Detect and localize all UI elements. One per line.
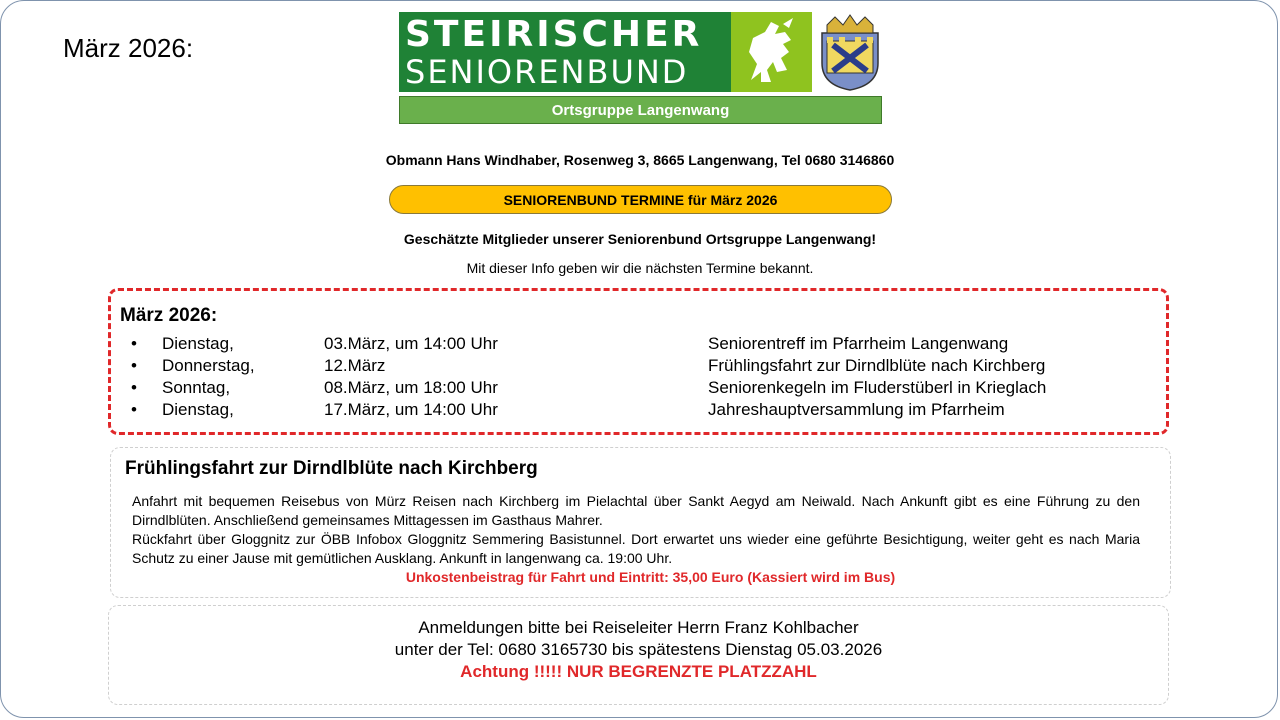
signup-phone: unter der Tel: 0680 3165730 bis spätestens Dienstag 05.03.2026: [394, 640, 883, 659]
event-description: Seniorentreff im Pfarrheim Langenwang: [708, 334, 1009, 353]
trip-description: [132, 492, 1140, 568]
signup-contact: Anmeldungen bitte bei Reiseleiter Herrn Franz Kohlbacher: [418, 618, 859, 637]
event-day: Sonntag,: [162, 378, 231, 397]
signup-warning: Achtung !!!!! NUR BEGRENZTE PLATZZAHL: [460, 662, 817, 681]
trip-paragraph: Rückfahrt über Gloggnitz zur ÖBB Infobox Gloggnitz Semmering Basistunnel. Dort erwartet uns wieder eine geführte Besichtigung, weiter geht es nach Maria Schutz zu einer Jause mit gemütlichen Ausklang. Ankunft in langenwang ca. 19:00 Uhr.: [132, 531, 1140, 566]
logo-line1: STEIRISCHER: [405, 14, 703, 55]
event-day: Dienstag,: [162, 334, 234, 353]
signup-box: [108, 605, 1169, 705]
ortsgruppe-banner: Ortsgruppe Langenwang: [399, 96, 882, 124]
trip-cost: Unkostenbeistrag für Fahrt und Eintritt: 35,00 Euro (Kassiert wird im Bus): [405, 569, 896, 585]
events-box: [108, 288, 1169, 435]
event-row: [111, 378, 1151, 400]
panther-icon: [731, 12, 812, 92]
month-heading: März 2026:: [63, 33, 194, 63]
greeting: Geschätzte Mitglieder unserer Seniorenbund Ortsgruppe Langenwang!: [403, 231, 877, 247]
events-title: März 2026:: [120, 305, 218, 326]
bullet: •: [131, 400, 137, 419]
logo-line2: SENIORENBUND: [405, 53, 689, 91]
event-row: [111, 334, 1151, 356]
termine-banner: SENIORENBUND TERMINE für März 2026: [389, 185, 892, 214]
event-description: Jahreshauptversammlung im Pfarrheim: [708, 400, 1005, 419]
trip-title: Frühlingsfahrt zur Dirndlblüte nach Kirchberg: [125, 458, 538, 479]
event-row: [111, 356, 1151, 378]
contact-line: Obmann Hans Windhaber, Rosenweg 3, 8665 Langenwang, Tel 0680 3146860: [385, 152, 895, 168]
event-description: Frühlingsfahrt zur Dirndlblüte nach Kirchberg: [708, 356, 1046, 375]
bullet: •: [131, 378, 137, 397]
event-date: 12.März: [324, 356, 386, 375]
event-date: 03.März, um 14:00 Uhr: [324, 334, 498, 353]
event-day: Donnerstag,: [162, 356, 255, 375]
event-description: Seniorenkegeln im Fluderstüberl in Krieglach: [708, 378, 1047, 397]
intro-text: Mit dieser Info geben wir die nächsten Termine bekannt.: [466, 260, 814, 276]
crest-icon: [819, 13, 881, 91]
bullet: •: [131, 334, 137, 353]
trip-paragraph: Anfahrt mit bequemen Reisebus von Mürz Reisen nach Kirchberg im Pielachtal über Sankt Aegyd am Neiwald. Nach Ankunft gibt es eine Führung zu den Dirndlblüten. Anschließend gemeinsames Mittagessen im Gasthaus Mahrer.: [132, 493, 1140, 528]
bullet: •: [131, 356, 137, 375]
event-row: [111, 400, 1151, 422]
event-date: 08.März, um 18:00 Uhr: [324, 378, 498, 397]
event-date: 17.März, um 14:00 Uhr: [324, 400, 498, 419]
logo-text: [405, 16, 730, 90]
event-day: Dienstag,: [162, 400, 234, 419]
trip-box: [110, 447, 1171, 598]
seniorenbund-logo: [399, 12, 812, 92]
